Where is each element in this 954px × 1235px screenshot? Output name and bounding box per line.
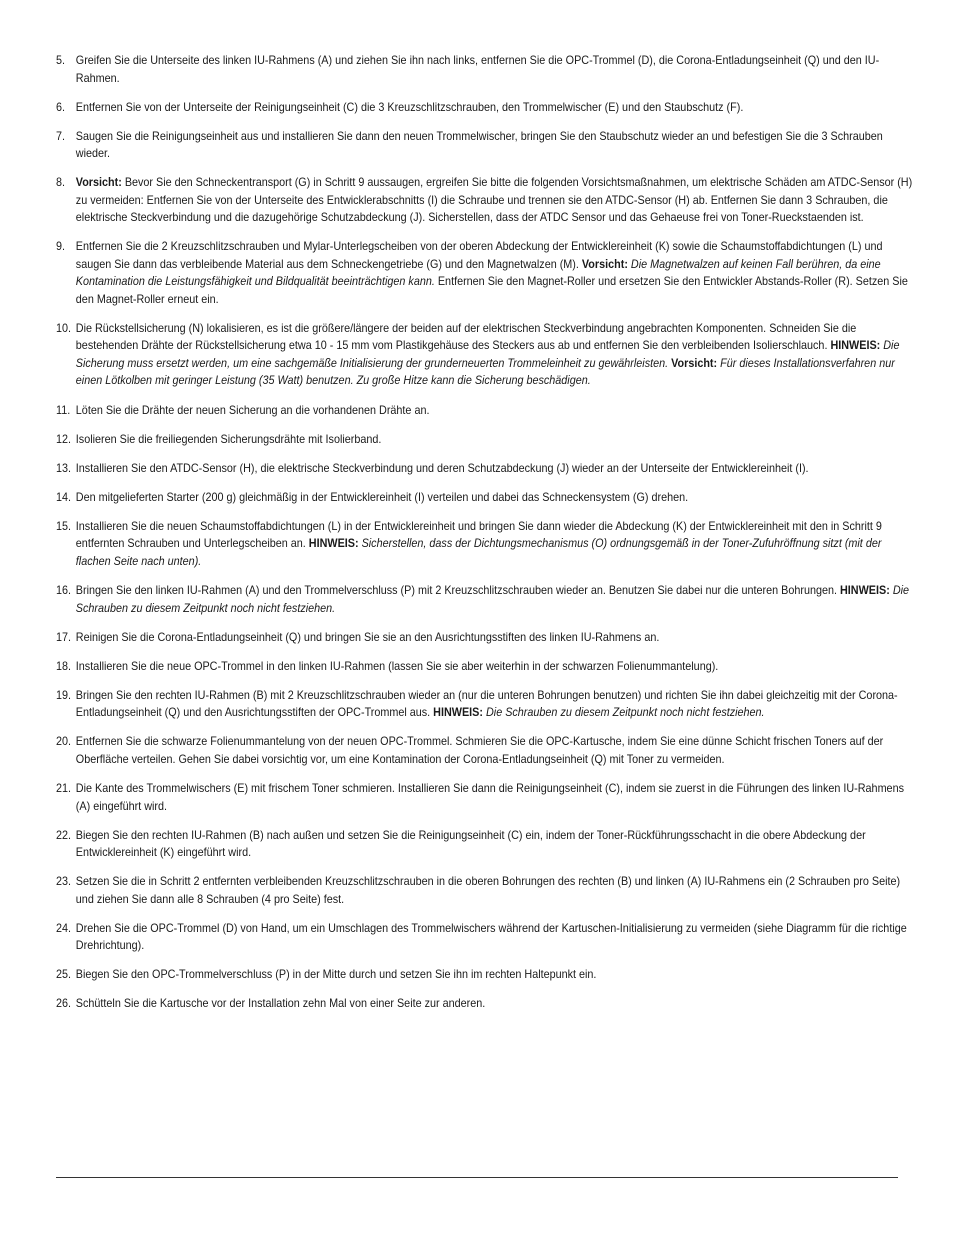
list-item bbox=[56, 780, 917, 815]
step-number: 17. bbox=[56, 629, 72, 644]
step-body: Die Kante des Trommelwischers (E) mit frischem Toner schmieren. Installieren Sie dann die Reinigungseinheit (C), indem sie zuerst in die Führungen des linken IU-Rahmens (A) eingeführt wird. bbox=[75, 781, 904, 813]
step-body: Saugen Sie die Reinigungseinheit aus und installieren Sie dann den neuen Trommelwischer, bringen Sie den Staubschutz wieder an und befestigen Sie die 3 Schrauben wieder. bbox=[75, 128, 883, 161]
list-item bbox=[56, 827, 917, 862]
step-text bbox=[76, 53, 879, 85]
note-text: Die Sicherung muss ersetzt werden, um eine sachgemäße Initialisierung der grunderneuerten Trommeleinheit zu gewährleisten. bbox=[75, 338, 900, 370]
list-item bbox=[56, 460, 917, 478]
list-item bbox=[56, 995, 917, 1013]
step-number: 11. bbox=[56, 402, 71, 417]
step-body: Bevor Sie den Schneckentransport (G) in Schritt 9 aussaugen, ergreifen Sie bitte die folgenden Vorsichtsmaßnahmen, um elektrische Schäden am ATDC-Sensor (H) zu vermeiden: Entfernen Sie von der Unterseite des Entwicklerabschnitts (I) die Schraube und trennen sie den ATDC-Sensor (H) ab. Entfernen Sie dann 3 Schrauben, die elektrische Steckverbindung und die dazugehörige Schutzabdeckung (J). Sicherstellen, dass der ATDC Sensor und das Gehaeuse frei von Toner-Rueckstaenden ist. bbox=[75, 175, 913, 225]
step-body: Installieren Sie den ATDC-Sensor (H), die elektrische Steckverbindung und deren Schutzabdeckung (J) wieder an der Unterseite der Entwicklereinheit (I). bbox=[75, 460, 809, 475]
step-number: 16. bbox=[56, 583, 72, 598]
step-body: Installieren Sie die neuen Schaumstoffabdichtungen (L) in der Entwicklereinheit und bringen Sie dann wieder die Abdeckung (K) der Entwicklereinheit mit den in Schritt 9 entfernten Schrauben und Unterlegscheiben an. bbox=[75, 518, 882, 551]
list-item bbox=[56, 920, 917, 955]
step-text bbox=[76, 630, 660, 644]
step-text bbox=[76, 175, 912, 224]
note-text: Die Magnetwalzen auf keinen Fall berühren, da eine Kontamination die Leistungsfähigkeit und Bildqualität beeinträchtigen kann. bbox=[75, 256, 881, 289]
step-text bbox=[76, 100, 744, 114]
caution-text: Für dieses Installationsverfahren nur einen Lötkolben mit geringer Leistung (35 Watt) benutzen. Zu große Hitze kann die Sicherung beschädigen. bbox=[75, 355, 895, 388]
step-label: Vorsicht: bbox=[75, 175, 122, 190]
step-number: 10. bbox=[56, 320, 72, 335]
step-body: Entfernen Sie die 2 Kreuzschlitzschrauben und Mylar-Unterlegscheiben von der oberen Abdeckung der Entwicklereinheit (K) sowie die Schaumstoffabdichtungen (L) und saugen Sie dann das verbleibende Material aus dem Schneckengetriebe (G) und den Magnetwalzen (M). bbox=[75, 239, 883, 271]
step-number: 6. bbox=[56, 99, 66, 114]
step-text bbox=[76, 490, 688, 504]
list-item bbox=[56, 873, 917, 908]
note-text: Die Schrauben zu diesem Zeitpunkt noch nicht festziehen. bbox=[482, 705, 765, 720]
step-body: Bringen Sie den rechten IU-Rahmen (B) mit 2 Kreuzschlitzschrauben wieder an (nur die unteren Bohrungen benutzen) und richten Sie ihn dabei gleichzeitig mit der Corona-Entladungseinheit (Q) und den Ausrichtungsstiften der OPC-Trommel aus. bbox=[75, 687, 898, 720]
list-item bbox=[56, 320, 917, 390]
footer-divider bbox=[56, 1177, 898, 1178]
list-item bbox=[56, 582, 917, 617]
note-label: HINWEIS: bbox=[433, 705, 483, 720]
step-text bbox=[76, 781, 904, 813]
list-item bbox=[56, 489, 917, 507]
list-item bbox=[56, 629, 917, 647]
step-body-continued: Entfernen Sie den Magnet-Roller und ersetzen Sie den Entwickler Abstands-Roller (R). Setzen Sie den Magnet-Roller erneut ein. bbox=[75, 274, 908, 306]
step-text bbox=[76, 967, 597, 981]
step-body: Die Rückstellsicherung (N) lokalisieren, es ist die größere/längere der beiden auf der elektrischen Steckverbindung angebrachten Komponenten. Schneiden Sie die bestehenden Drähte der Rückstellsicherung etwa 10 - 15 mm vom Plastikgehäuse des Steckers aus ab und entfernen Sie den verbleibenden Isolierschlauch. bbox=[75, 320, 857, 353]
step-body: Entfernen Sie die schwarze Folienummantelung von der neuen OPC-Trommel. Schmieren Sie die OPC-Kartusche, indem Sie eine dünne Schicht frischen Toners auf der Oberfläche verteilen. Gehen Sie dabei vorsichtig vor, um eine Kontamination der Corona-Entladungseinheit (Q) mit Toner zu vermeiden. bbox=[75, 734, 884, 766]
list-item bbox=[56, 402, 917, 420]
note-text: Sicherstellen, dass der Dichtungsmechanismus (O) ordnungsgemäß in der Toner-Zufuhröffnung sitzt (mit der flachen Seite nach unten). bbox=[75, 536, 882, 568]
step-number: 24. bbox=[56, 920, 72, 935]
list-item bbox=[56, 687, 917, 722]
step-text bbox=[76, 583, 909, 615]
list-item bbox=[56, 128, 917, 163]
step-text bbox=[76, 921, 907, 953]
step-body: Greifen Sie die Unterseite des linken IU-Rahmens (A) und ziehen Sie ihn nach links, entfernen Sie die OPC-Trommel (D), die Corona-Entladungseinheit (Q) und den IU-Rahmen. bbox=[75, 53, 880, 85]
step-number: 18. bbox=[56, 658, 72, 673]
step-text bbox=[76, 659, 719, 673]
step-number: 14. bbox=[56, 489, 72, 504]
list-item bbox=[56, 431, 917, 449]
list-item bbox=[56, 52, 917, 87]
step-body: Setzen Sie die in Schritt 2 entfernten verbleibenden Kreuzschlitzschrauben in die oberen Bohrungen des rechten (B) und linken (A) IU-Rahmens ein (2 Schrauben pro Seite) und ziehen Sie dann alle 8 Schrauben (4 pro Seite) fest. bbox=[75, 874, 901, 906]
list-item bbox=[56, 238, 917, 308]
step-number: 22. bbox=[56, 827, 72, 842]
note-text: Die Schrauben zu diesem Zeitpunkt noch nicht festziehen. bbox=[75, 583, 910, 615]
step-number: 5. bbox=[56, 53, 66, 67]
step-body: Installieren Sie die neue OPC-Trommel in den linken IU-Rahmen (lassen Sie sie aber weiterhin in der schwarzen Folienummantelung). bbox=[75, 658, 719, 673]
list-item bbox=[56, 966, 917, 984]
instruction-list bbox=[56, 52, 913, 1025]
step-body: Löten Sie die Drähte der neuen Sicherung an die vorhandenen Drähte an. bbox=[75, 402, 430, 417]
step-number: 8. bbox=[56, 175, 66, 190]
step-body: Reinigen Sie die Corona-Entladungseinheit (Q) und bringen Sie sie an den Ausrichtungsstiften des linken IU-Rahmens an. bbox=[75, 629, 660, 644]
list-item bbox=[56, 174, 917, 227]
step-text bbox=[76, 734, 883, 766]
list-item bbox=[56, 518, 917, 571]
note-label: HINWEIS: bbox=[308, 536, 359, 551]
step-body: Drehen Sie die OPC-Trommel (D) von Hand, um ein Umschlagen des Trommelwischers während der Kartuschen-Initialisierung zu vermeiden (siehe Diagramm für die richtige Drehrichtung). bbox=[75, 920, 907, 953]
step-text bbox=[76, 519, 882, 568]
step-number: 15. bbox=[56, 518, 72, 533]
step-text bbox=[76, 828, 866, 860]
step-body: Biegen Sie den OPC-Trommelverschluss (P) in der Mitte durch und setzen Sie ihn im rechten Haltepunkt ein. bbox=[75, 967, 597, 982]
step-number: 21. bbox=[56, 781, 72, 795]
step-body: Isolieren Sie die freiliegenden Sicherungsdrähte mit Isolierband. bbox=[75, 431, 382, 446]
step-text bbox=[76, 321, 900, 388]
step-text bbox=[76, 688, 898, 720]
step-number: 19. bbox=[56, 687, 72, 702]
list-item bbox=[56, 733, 917, 768]
step-text bbox=[76, 239, 908, 306]
step-body: Bringen Sie den linken IU-Rahmen (A) und den Trommelverschluss (P) mit 2 Kreuzschlitzschrauben wieder an. Benutzen Sie dabei nur die unteren Bohrungen. bbox=[75, 583, 841, 598]
note-label: HINWEIS: bbox=[830, 338, 881, 353]
step-number: 12. bbox=[56, 431, 72, 446]
step-text bbox=[76, 461, 809, 475]
step-body: Entfernen Sie von der Unterseite der Reinigungseinheit (C) die 3 Kreuzschlitzschrauben, den Trommelwischer (E) und den Staubschutz (F). bbox=[75, 99, 744, 114]
step-text bbox=[76, 403, 430, 417]
note-label: HINWEIS: bbox=[840, 583, 890, 598]
note-label: Vorsicht: bbox=[581, 256, 628, 271]
step-text bbox=[76, 432, 382, 446]
step-number: 26. bbox=[56, 996, 72, 1011]
list-item bbox=[56, 99, 917, 117]
step-number: 20. bbox=[56, 734, 72, 749]
step-text bbox=[76, 996, 485, 1010]
step-text bbox=[76, 874, 900, 906]
step-number: 25. bbox=[56, 967, 72, 982]
step-body: Schütteln Sie die Kartusche vor der Installation zehn Mal von einer Seite zur anderen. bbox=[75, 996, 486, 1011]
step-number: 23. bbox=[56, 874, 72, 889]
step-number: 7. bbox=[56, 128, 66, 143]
caution-label: Vorsicht: bbox=[668, 355, 718, 370]
step-number: 13. bbox=[56, 460, 72, 475]
step-body: Den mitgelieferten Starter (200 g) gleichmäßig in der Entwicklereinheit (I) verteilen und dabei das Schneckensystem (G) drehen. bbox=[75, 489, 689, 504]
step-number: 9. bbox=[56, 239, 66, 254]
step-body: Biegen Sie den rechten IU-Rahmen (B) nach außen und setzen Sie die Reinigungseinheit (C) ein, indem der Toner-Rückführungsschacht in die obere Abdeckung der Entwicklereinheit (K) eingeführt wird. bbox=[75, 827, 866, 860]
step-text bbox=[76, 129, 883, 161]
list-item bbox=[56, 658, 917, 676]
